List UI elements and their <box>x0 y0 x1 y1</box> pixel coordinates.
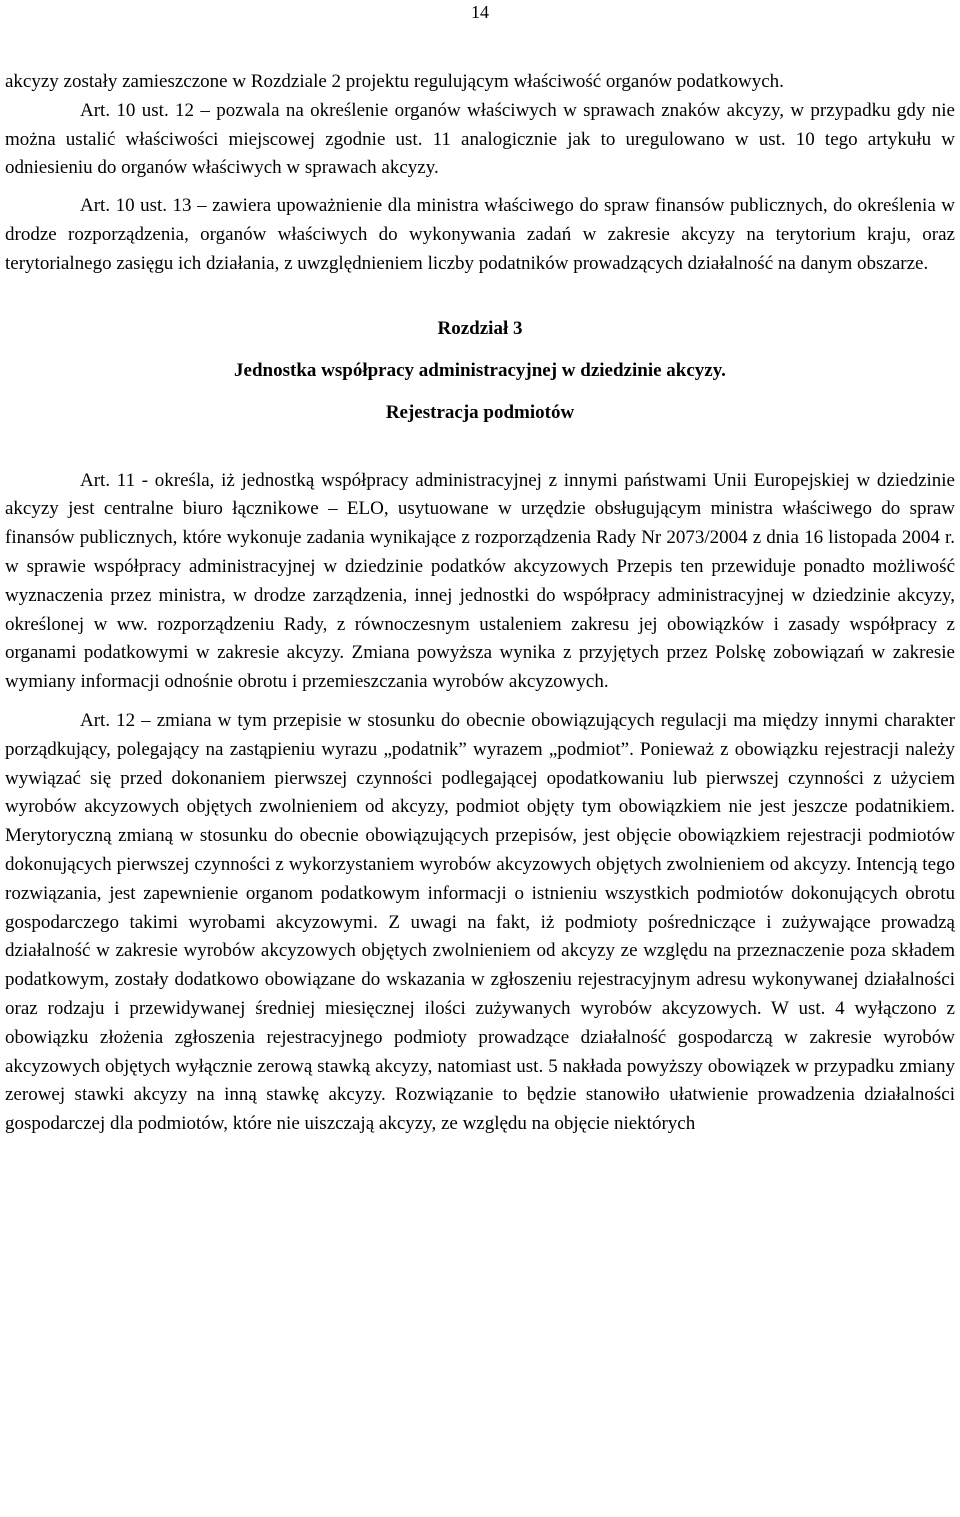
chapter-heading: Rozdział 3 <box>437 317 523 339</box>
page-number: 14 <box>471 2 489 22</box>
paragraph-continuation: akcyzy zostały zamieszczone w Rozdziale 2 projektu regulującym właściwość organów podatkowych. <box>5 71 784 92</box>
paragraph-art-10-ust-13: Art. 10 ust. 13 – zawiera upoważnienie dla ministra właściwego do spraw finansów publicznych, do określenia w drodze rozporządzenia, organów właściwych do wykonywania zadań w zakresie akcyzy na terytorium kraju, oraz terytorialnego zasięgu ich działania, z uwzględnieniem liczby podatników prowadzących działalność na danym obszarze. <box>5 195 955 274</box>
chapter-title: Jednostka współpracy administracyjnej w dziedzinie akcyzy. <box>234 359 726 381</box>
section-heading <box>5 315 955 427</box>
paragraph-art-10-ust-12: Art. 10 ust. 12 – pozwala na określenie organów właściwych w sprawach znaków akcyzy, w przypadku gdy nie można ustalić właściwości miejscowej zgodnie ust. 11 analogicznie jak to uregulowano w ust. 10 tego artykułu w odniesieniu do organów właściwych w sprawach akcyzy. <box>5 99 955 179</box>
document-body <box>5 68 955 1139</box>
chapter-subtitle: Rejestracja podmiotów <box>385 401 575 423</box>
paragraph-art-12: Art. 12 – zmiana w tym przepisie w stosunku do obecnie obowiązujących regulacji ma między innymi charakter porządkujący, polegający na zastąpieniu wyrazu „podatnik” wyrazem „podmiot”. Ponieważ z obowiązku rejestracji należy wywiązać się przed dokonaniem pierwszej czynności podlegającej opodatkowaniu lub pierwszej czynności z użyciem wyrobów akcyzowych objętych zwolnieniem od akcyzy, podmiot objęty tym obowiązkiem nie jest jeszcze podatnikiem. Merytoryczną zmianą w stosunku do obecnie obowiązujących przepisów, jest objęcie obowiązkiem rejestracji podmiotów dokonujących pierwszej czynności z wykorzystaniem wyrobów akcyzowych objętych zwolnieniem od akcyzy. Intencją tego rozwiązania, jest zapewnienie organom podatkowym informacji o istnieniu wszystkich podmiotów dokonujących obrotu gospodarczego takimi wyrobami akcyzowymi. Z uwagi na fakt, iż podmioty pośredniczące i zużywające prowadzą działalność w zakresie wyrobów akcyzowych objętych zwolnieniem od akcyzy ze względu na przeznaczenie poza składem podatkowym, zostały dodatkowo obowiązane do wskazania w zgłoszeniu rejestracyjnym adresu wykonywanej działalności oraz rodzaju i przewidywanej średniej miesięcznej ilości zużywanych wyrobów akcyzowych. W ust. 4 wyłączono z obowiązku złożenia zgłoszenia rejestracyjnego podmioty prowadzące działalność gospodarczą w zakresie wyrobów akcyzowych objętych wyłącznie zerową stawką akcyzy, natomiast ust. 5 nakłada powyższy obowiązek w przypadku zmiany zerowej stawki akcyzy na inną stawkę akcyzy. Rozwiązanie to będzie stanowiło ułatwienie prowadzenia działalności gospodarczej dla podmiotów, które nie uiszczają akcyzy, ze względu na objęcie niektórych <box>5 709 955 1135</box>
paragraph-art-11: Art. 11 - określa, iż jednostką współpracy administracyjnej z innymi państwami Unii Europejskiej w dziedzinie akcyzy jest centralne biuro łącznikowe – ELO, usytuowane w urzędzie obsługującym ministra właściwego do spraw finansów publicznych, które wykonuje zadania wynikające z rozporządzenia Rady Nr 2073/2004 z dnia 16 listopada 2004 r. w sprawie współpracy administracyjnej w dziedzinie podatków akcyzowych Przepis ten przewiduje ponadto możliwość wyznaczenia przez ministra, w drodze zarządzenia, innej jednostki do współpracy administracyjnej w dziedzinie akcyzy, określonej w ww. rozporządzeniu Rady, z równoczesnym ustaleniem zakresu jej obowiązków i zasady współpracy z organami podatkowymi w zakresie akcyzy. Zmiana powyższa wynika z przyjętych przez Polskę zobowiązań w zakresie wymiany informacji odnośnie obrotu i przemieszczania wyrobów akcyzowych. <box>5 469 955 693</box>
